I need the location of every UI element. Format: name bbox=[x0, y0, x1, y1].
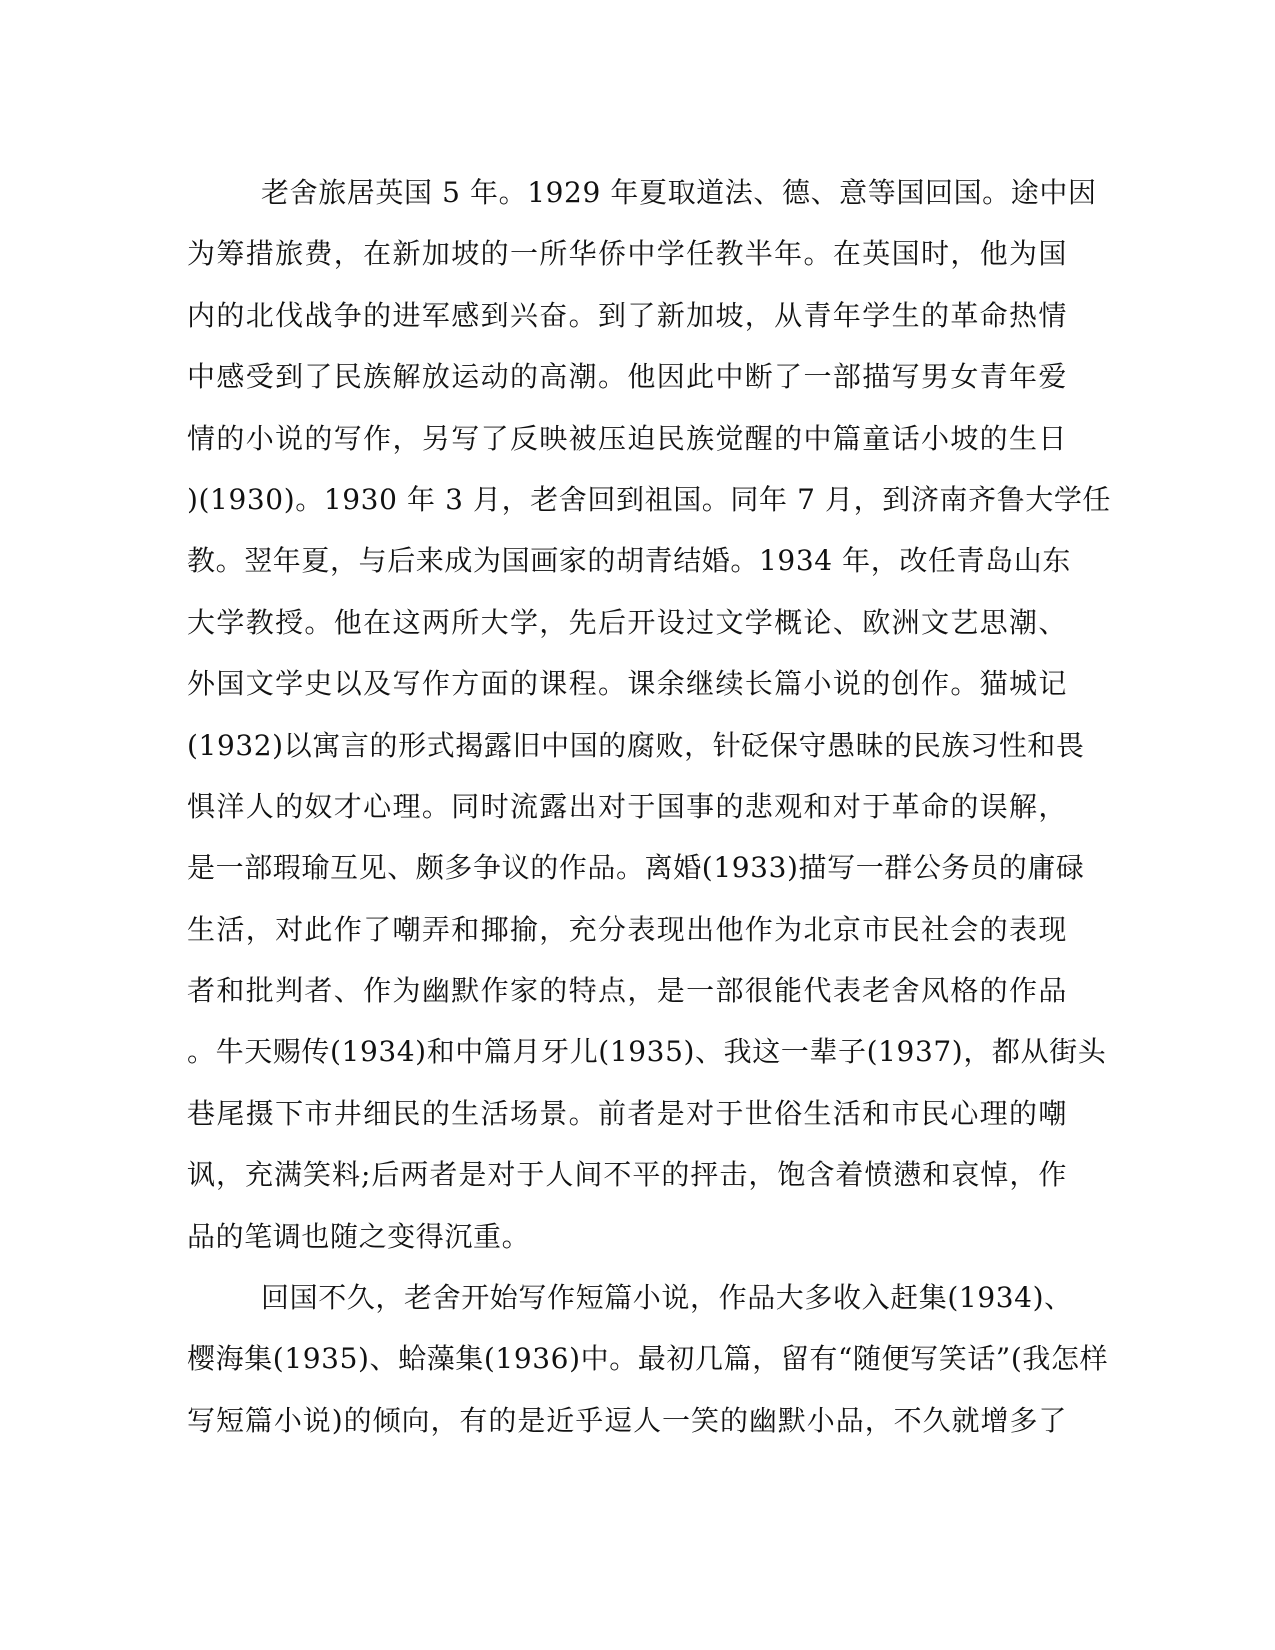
paragraph-line: 生活，对此作了嘲弄和揶揄，充分表现出他作为北京市民社会的表现 bbox=[187, 912, 1067, 946]
paragraph-line: )(1930)。1930 年 3 月，老舍回到祖国。同年 7 月，到济南齐鲁大学任 bbox=[187, 482, 1112, 516]
paragraph-line: 者和批判者、作为幽默作家的特点，是一部很能代表老舍风格的作品 bbox=[187, 974, 1067, 1008]
paragraph-line: 教。翌年夏，与后来成为国画家的胡青结婚。1934 年，改任青岛山东 bbox=[187, 544, 1071, 578]
paragraph-line: (1932)以寓言的形式揭露旧中国的腐败，针砭保守愚昧的民族习性和畏 bbox=[187, 728, 1085, 762]
paragraph-line: 情的小说的写作，另写了反映被压迫民族觉醒的中篇童话小坡的生日 bbox=[187, 421, 1067, 455]
paragraph-line: 回国不久，老舍开始写作短篇小说，作品大多收入赶集(1934)、 bbox=[261, 1281, 1073, 1315]
paragraph-line: 惧洋人的奴才心理。同时流露出对于国事的悲观和对于革命的误解， bbox=[187, 789, 1067, 823]
paragraph-line: 为筹措旅费，在新加坡的一所华侨中学任教半年。在英国时，他为国 bbox=[187, 237, 1067, 271]
paragraph-line: 老舍旅居英国 5 年。1929 年夏取道法、德、意等国回国。途中因 bbox=[261, 176, 1097, 209]
paragraph-line: 品的笔调也随之变得沉重。 bbox=[187, 1219, 531, 1253]
paragraph-line: 是一部瑕瑜互见、颇多争议的作品。离婚(1933)描写一群公务员的庸碌 bbox=[187, 851, 1085, 885]
paragraph-line: 写短篇小说)的倾向，有的是近乎逗人一笑的幽默小品，不久就增多了 bbox=[187, 1403, 1067, 1437]
paragraph-line: 。牛天赐传(1934)和中篇月牙儿(1935)、我这一辈子(1937)，都从街头 bbox=[187, 1035, 1107, 1069]
paragraph-line: 外国文学史以及写作方面的课程。课余继续长篇小说的创作。猫城记 bbox=[187, 667, 1067, 701]
body-text bbox=[187, 162, 1112, 1451]
paragraph-line: 大学教授。他在这两所大学，先后开设过文学概论、欧洲文艺思潮、 bbox=[187, 605, 1067, 639]
paragraph-line: 樱海集(1935)、蛤藻集(1936)中。最初几篇，留有“随便写笑话”(我怎样 bbox=[187, 1342, 1109, 1376]
paragraph-2 bbox=[187, 1267, 1109, 1451]
paragraph-line: 中感受到了民族解放运动的高潮。他因此中断了一部描写男女青年爱 bbox=[187, 360, 1067, 394]
paragraph-line: 巷尾摄下市井细民的生活场景。前者是对于世俗生活和市民心理的嘲 bbox=[187, 1096, 1067, 1130]
paragraph-line: 内的北伐战争的进军感到兴奋。到了新加坡，从青年学生的革命热情 bbox=[187, 298, 1067, 332]
paragraph-line: 讽，充满笑料;后两者是对于人间不平的抨击，饱含着愤懑和哀悼，作 bbox=[187, 1158, 1067, 1192]
paragraph-1 bbox=[187, 162, 1112, 1267]
